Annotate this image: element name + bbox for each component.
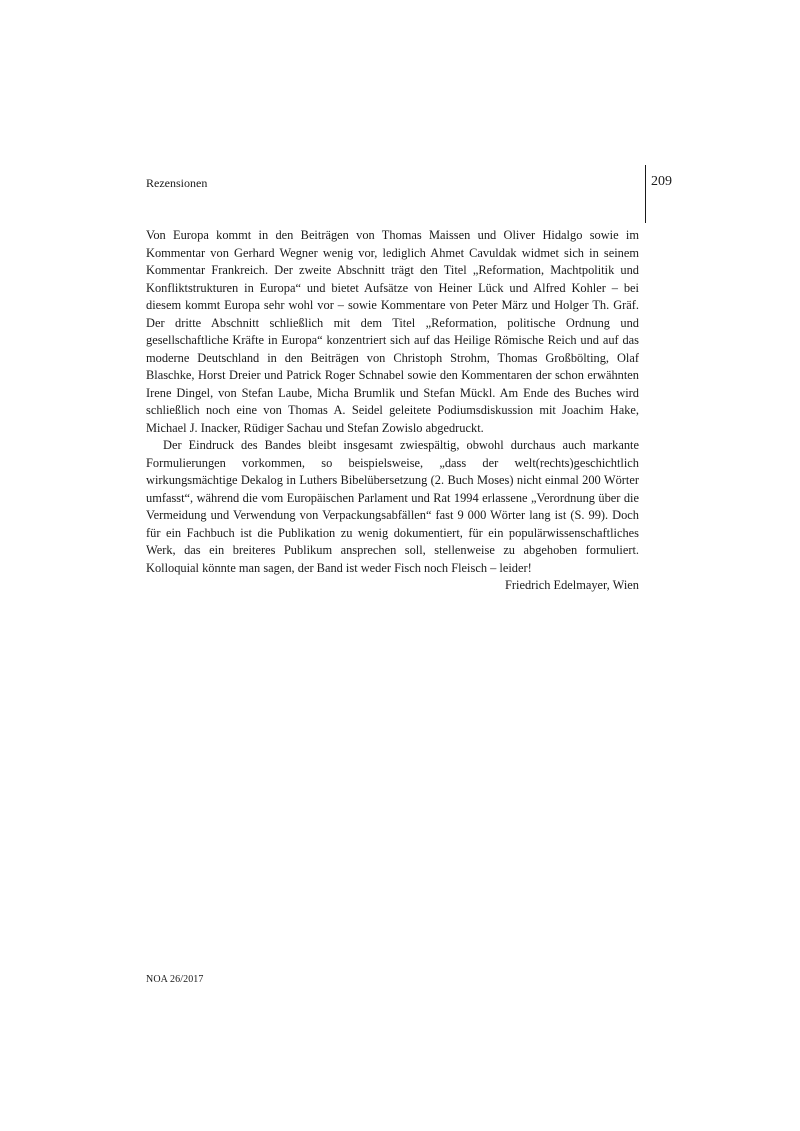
journal-footer: NOA 26/2017	[146, 974, 204, 985]
paragraph-1: Von Europa kommt in den Beiträgen von Thomas Maissen und Oliver Hidalgo sowie im Kommentar von Gerhard Wegner wenig vor, lediglich Ahmet Cavuldak widmet sich in seinem Kommentar Frankreich. Der zweite Abschnitt trägt den Titel „Reformation, Machtpolitik und Konfliktstrukturen in Europa“ und bietet Aufsätze von Heiner Lück und Alfred Kohler – bei diesem kommt Europa sehr wohl vor – sowie Kommentare von Peter März und Holger Th. Gräf. Der dritte Abschnitt schließlich mit dem Titel „Reformation, politische Ordnung und gesellschaftliche Kräfte in Europa“ konzentriert sich auf das Heilige Römische Reich und auf das moderne Deutschland in den Beiträgen von Christoph Strohm, Thomas Großbölting, Olaf Blaschke, Horst Dreier und Patrick Roger Schnabel sowie den Kommentaren der schon erwähnten Irene Dingel, von Stefan Laube, Micha Brumlik und Stefan Mückl. Am Ende des Buches wird schließlich noch eine von Thomas A. Seidel geleitete Podiumsdiskussion mit Joachim Hake, Michael J. Inacker, Rüdiger Sachau und Stefan Zowislo abgedruckt.	[146, 228, 639, 435]
paragraph-2: Der Eindruck des Bandes bleibt insgesamt zwiespältig, obwohl durchaus auch markante Formulierungen vorkommen, so beispielsweise, „dass der welt(rechts)geschichtlich wirkungsmächtige Dekalog in Luthers Bibelübersetzung (2. Buch Moses) nicht einmal 200 Wörter umfasst“, während die vom Europäischen Parlament und Rat 1994 erlassene „Verordnung über die Vermeidung und Verwendung von Verpackungsabfällen“ fast 9 000 Wörter lang ist (S. 99). Doch für ein Fachbuch ist die Publikation zu wenig dokumentiert, für ein populärwissenschaftliches Werk, das ein breiteres Publikum ansprechen soll, stellenweise zu abgehoben formuliert. Kolloquial könnte man sagen, der Band ist weder Fisch noch Fleisch – leider!	[146, 438, 639, 575]
reviewer-signature: Friedrich Edelmayer, Wien	[505, 578, 639, 592]
running-head: Rezensionen	[146, 176, 208, 190]
review-body	[146, 227, 639, 595]
header-vertical-rule	[645, 165, 646, 223]
page-number: 209	[651, 174, 672, 189]
